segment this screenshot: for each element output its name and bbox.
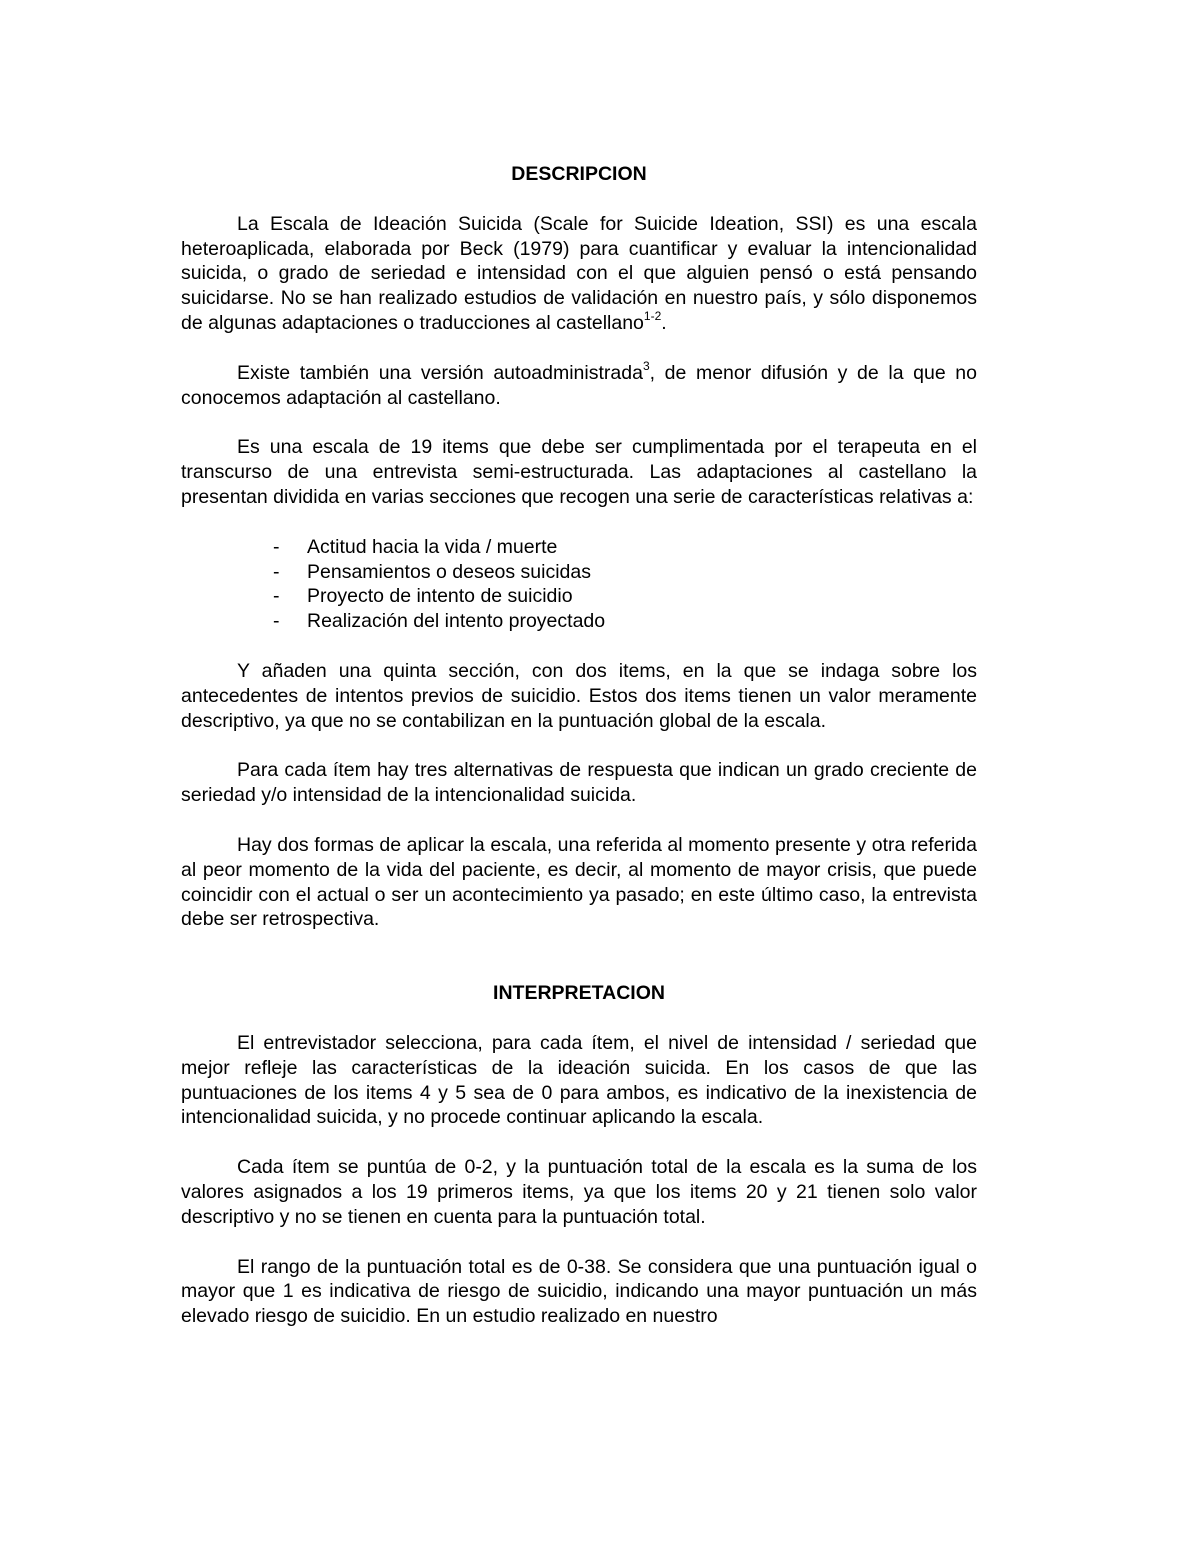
paragraph-response-alternatives: Para cada ítem hay tres alternativas de respuesta que indican un grado creciente de seriedad y/o intensidad de la intencionalidad suicida. — [181, 759, 977, 807]
list-dash: - — [273, 610, 280, 633]
reference-superscript: 1-2 — [643, 309, 662, 324]
section-heading-descripcion: DESCRIPCION — [511, 163, 647, 185]
paragraph-text: La Escala de Ideación Suicida (Scale for Suicide Ideation, SSI) es una escala heteroaplicada, elaborada por Beck (1979) para cuantificar y evaluar la intencionalidad suicida, o grado de seriedad e intensidad con el que alguien pensó o está pensando suicidarse. No se han realizado estudios de validación en nuestro país, y sólo disponemos de algunas adaptaciones o traducciones al castellano — [181, 212, 977, 334]
paragraph-application-forms: Hay dos formas de aplicar la escala, una referida al momento presente y otra referida al peor momento de la vida del paciente, es decir, al momento de mayor crisis, que puede coincidir con el actual o ser un acontecimiento ya pasado; en este último caso, la entrevista debe ser retrospectiva. — [181, 833, 977, 931]
paragraph-score-range: El rango de la puntuación total es de 0-38. Se considera que una puntuación igual o mayor que 1 es indicativa de riesgo de suicidio, indicando una mayor puntuación un más elevado riesgo de suicidio. En un estudio realizado en nuestro — [181, 1255, 977, 1328]
paragraph-self-administered — [181, 361, 977, 411]
list-item — [181, 609, 977, 634]
paragraph-ssi-description — [181, 212, 977, 336]
list-dash: - — [273, 535, 280, 558]
sections-list — [181, 535, 977, 634]
list-item-text: Pensamientos o deseos suicidas — [307, 560, 591, 583]
list-dash: - — [273, 560, 280, 583]
list-item-text: Realización del intento proyectado — [307, 610, 606, 633]
list-item — [181, 560, 977, 585]
paragraph-text: Existe también una versión autoadministrada — [237, 361, 643, 384]
list-item-text: Actitud hacia la vida / muerte — [307, 535, 558, 558]
section-heading-interpretacion: INTERPRETACION — [493, 982, 665, 1005]
paragraph-end: , de menor difusión y de la que no conocemos adaptación al castellano. — [181, 361, 977, 409]
paragraph-fifth-section: Y añaden una quinta sección, con dos items, en la que se indaga sobre los antecedentes de intentos previos de suicidio. Estos dos items tienen un valor meramente descriptivo, ya que no se contabilizan en la puntuación global de la escala. — [181, 659, 977, 732]
paragraph-scale-items: Es una escala de 19 items que debe ser cumplimentada por el terapeuta en el transcurso de una entrevista semi-estructurada. Las adaptaciones al castellano la presentan dividida en varias secciones que recogen una serie de características relativas a: — [181, 436, 977, 508]
paragraph-scoring: Cada ítem se puntúa de 0-2, y la puntuación total de la escala es la suma de los valores asignados a los 19 primeros items, ya que los items 20 y 21 tienen solo valor descriptivo y no se tienen en cuenta para la puntuación total. — [181, 1156, 977, 1228]
list-item — [181, 535, 977, 560]
list-dash: - — [273, 585, 280, 608]
reference-superscript: 3 — [642, 359, 650, 374]
paragraph-end: . — [661, 311, 667, 334]
list-item-text: Proyecto de intento de suicidio — [307, 585, 573, 608]
paragraph-interviewer: El entrevistador selecciona, para cada ítem, el nivel de intensidad / seriedad que mejor refleje las características de la ideación suicida. En los casos de que las puntuaciones de los items 4 y 5 sea de 0 para ambos, es indicativo de la inexistencia de intencionalidad suicida, y no procede continuar aplicando la escala. — [181, 1031, 977, 1129]
list-item — [181, 584, 977, 609]
document-page — [181, 162, 977, 1329]
